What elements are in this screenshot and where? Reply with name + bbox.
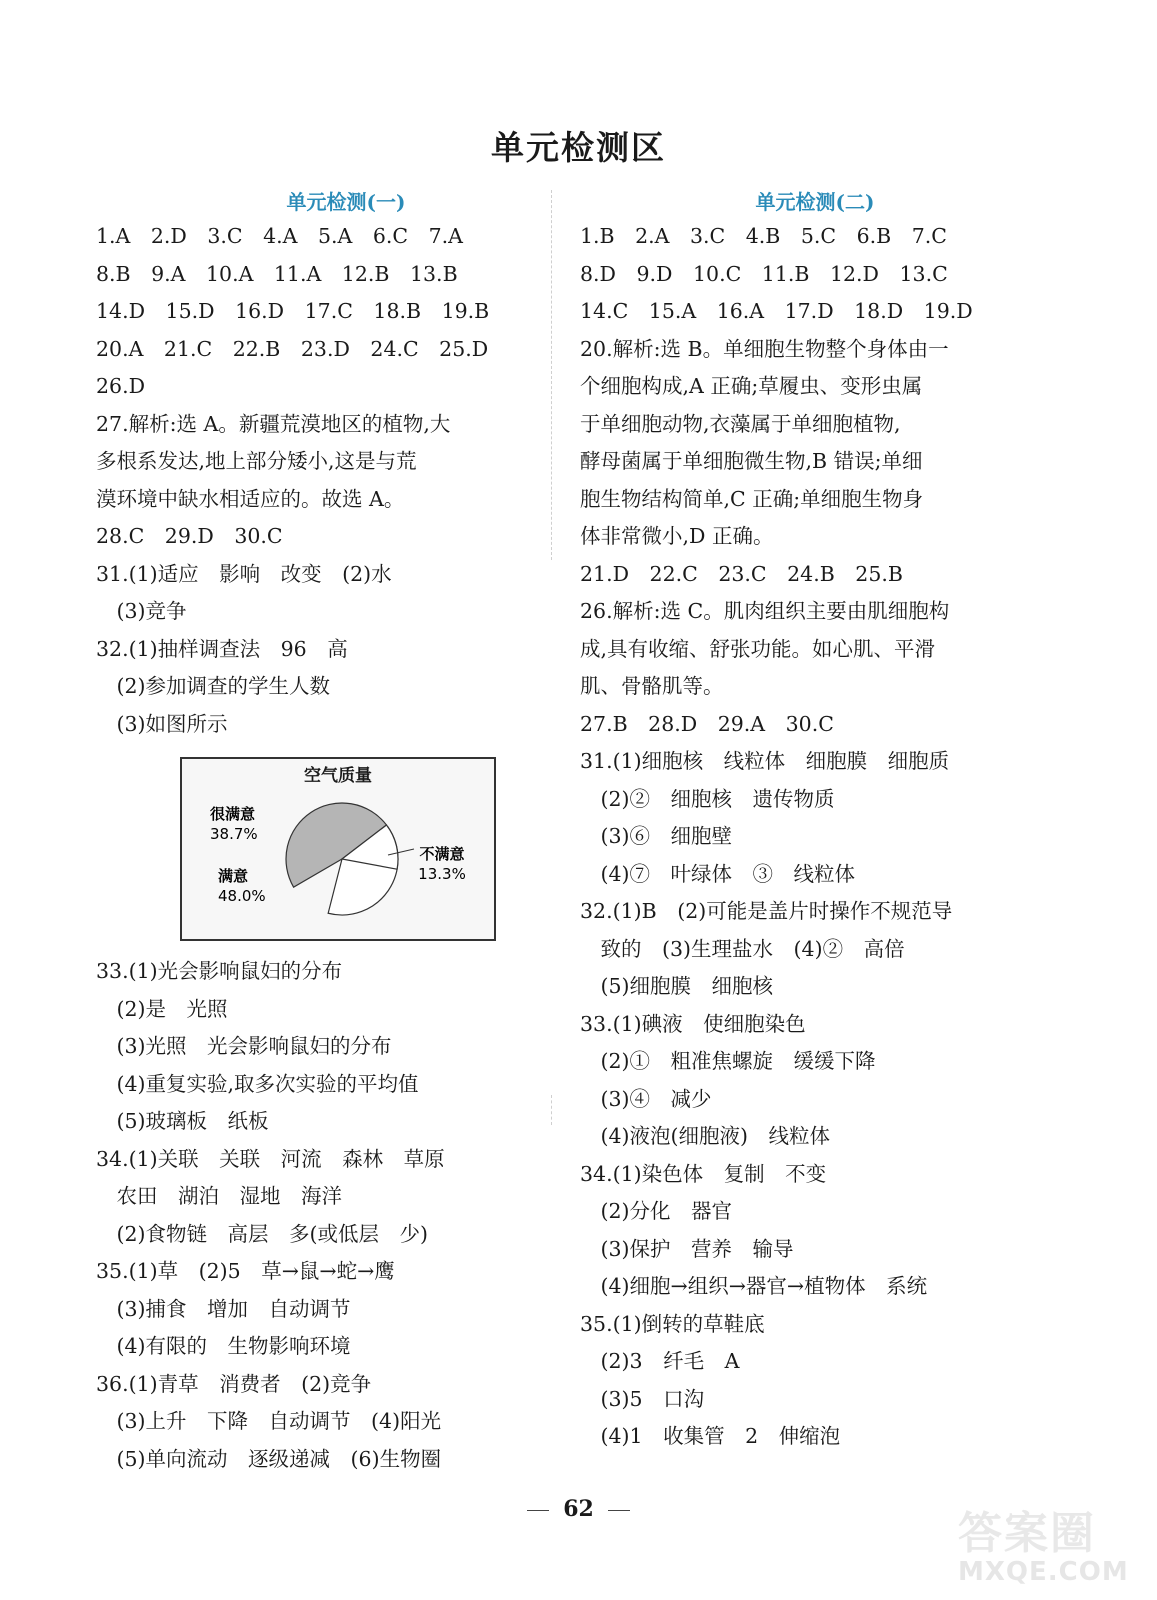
answer-line: 1.A 2.D 3.C 4.A 5.A 6.C 7.A xyxy=(96,224,463,248)
answer-line: 胞生物结构简单,C 正确;单细胞生物身 xyxy=(580,486,924,511)
answer-line: (3)保护 营养 输导 xyxy=(580,1236,794,1261)
answer-line: 体非常微小,D 正确。 xyxy=(580,524,774,548)
answer-line: 酵母菌属于单细胞微生物,B 错误;单细 xyxy=(580,449,923,473)
left-column xyxy=(96,186,556,1478)
answer-line: (2)① 粗准焦螺旋 缓缓下降 xyxy=(580,1049,876,1073)
watermark-logo: 答案圈 xyxy=(958,1508,1096,1559)
section-title-unit-2: 单元检测(二) xyxy=(755,190,875,214)
answer-line: 成,具有收缩、舒张功能。如心肌、平滑 xyxy=(580,636,936,661)
pie-slice-value: 13.3% xyxy=(418,865,466,883)
answer-line: 个细胞构成,A 正确;草履虫、变形虫属 xyxy=(580,374,923,398)
section-title-unit-1: 单元检测(一) xyxy=(286,190,406,214)
answer-line: (2)② 细胞核 遗传物质 xyxy=(580,786,835,811)
answer-line: 32.(1)抽样调查法 96 高 xyxy=(96,636,348,661)
answer-line: 8.B 9.A 10.A 11.A 12.B 13.B xyxy=(96,261,458,286)
answer-line: 35.(1)倒转的草鞋底 xyxy=(580,1311,765,1336)
answer-line: (5)单向流动 逐级递减 (6)生物圈 xyxy=(96,1446,442,1471)
pie-chart xyxy=(180,757,496,941)
answer-line: 21.D 22.C 23.C 24.B 25.B xyxy=(580,561,903,586)
right-column xyxy=(580,186,1050,1456)
answer-line: 31.(1)细胞核 线粒体 细胞膜 细胞质 xyxy=(580,749,950,773)
answer-line: (4)有限的 生物影响环境 xyxy=(96,1334,351,1358)
answer-line: 34.(1)关联 关联 河流 森林 草原 xyxy=(96,1146,445,1171)
answer-line: 35.(1)草 (2)5 草→鼠→蛇→鹰 xyxy=(96,1259,395,1283)
answer-line: 8.D 9.D 10.C 11.B 12.D 13.C xyxy=(580,261,948,286)
watermark xyxy=(958,1510,1128,1590)
answer-line: (4)液泡(细胞液) 线粒体 xyxy=(580,1124,831,1148)
answer-line: (4)重复实验,取多次实验的平均值 xyxy=(96,1071,419,1096)
answer-line: (2)3 纤毛 A xyxy=(580,1349,740,1373)
chart-title: 空气质量 xyxy=(304,766,372,786)
answer-line: 肌、骨骼肌等。 xyxy=(580,674,724,698)
answer-line: (2)分化 器官 xyxy=(580,1199,733,1223)
answer-line: 33.(1)碘液 使细胞染色 xyxy=(580,1011,806,1036)
answer-line: (2)食物链 高层 多(或低层 少) xyxy=(96,1221,429,1246)
answer-line: 26.解析:选 C。肌肉组织主要由肌细胞构 xyxy=(580,599,950,623)
pie-slice-label: 很满意 xyxy=(210,805,256,823)
answer-line: (2)参加调查的学生人数 xyxy=(96,674,331,698)
answer-line: 20.A 21.C 22.B 23.D 24.C 25.D xyxy=(96,336,489,361)
answer-line: 致的 (3)生理盐水 (4)② 高倍 xyxy=(580,936,905,961)
answer-line: (3)捕食 增加 自动调节 xyxy=(96,1296,351,1321)
answer-line: (4)1 收集管 2 伸缩泡 xyxy=(580,1424,841,1448)
answer-line: 多根系发达,地上部分矮小,这是与荒 xyxy=(96,449,417,473)
answer-line: (4)⑦ 叶绿体 ③ 线粒体 xyxy=(580,861,856,886)
answer-line: 27.解析:选 A。新疆荒漠地区的植物,大 xyxy=(96,411,451,436)
page-number: 62 xyxy=(563,1496,594,1522)
answer-line: (2)是 光照 xyxy=(96,996,228,1021)
answer-line: 27.B 28.D 29.A 30.C xyxy=(580,711,834,736)
left-answers-bottom xyxy=(96,953,556,1478)
watermark-url: MXQE.COM xyxy=(958,1557,1129,1587)
footer-dash-right xyxy=(608,1510,630,1511)
answer-line: (3)⑥ 细胞壁 xyxy=(580,824,733,848)
answer-line: 32.(1)B (2)可能是盖片时操作不规范导 xyxy=(580,899,953,923)
page-title: 单元检测区 xyxy=(491,128,666,167)
answer-line: (3)5 口沟 xyxy=(580,1386,705,1411)
answer-line: 漠环境中缺水相适应的。故选 A。 xyxy=(96,486,405,511)
pie-slice-label: 不满意 xyxy=(419,845,465,863)
answer-line: (5)玻璃板 纸板 xyxy=(96,1109,269,1133)
pie-chart-svg xyxy=(182,759,494,939)
pie-slice-value: 48.0% xyxy=(218,887,266,905)
answer-line: (4)细胞→组织→器官→植物体 系统 xyxy=(580,1274,928,1298)
answer-line: (3)如图所示 xyxy=(96,711,228,736)
answer-line: 31.(1)适应 影响 改变 (2)水 xyxy=(96,561,392,586)
answer-line: 14.C 15.A 16.A 17.D 18.D 19.D xyxy=(580,299,973,323)
answer-line: 14.D 15.D 16.D 17.C 18.B 19.B xyxy=(96,299,490,323)
answer-line: 34.(1)染色体 复制 不变 xyxy=(580,1161,827,1186)
answer-line: 28.C 29.D 30.C xyxy=(96,524,283,548)
answer-line: 1.B 2.A 3.C 4.B 5.C 6.B 7.C xyxy=(580,224,947,248)
pie-slice-value: 38.7% xyxy=(210,825,258,843)
answer-line: 36.(1)青草 消费者 (2)竞争 xyxy=(96,1371,372,1396)
answer-line: (3)④ 减少 xyxy=(580,1086,712,1111)
answer-line: 于单细胞动物,衣藻属于单细胞植物, xyxy=(580,411,901,436)
answer-line: (3)光照 光会影响鼠妇的分布 xyxy=(96,1034,392,1058)
answer-line: (3)上升 下降 自动调节 (4)阳光 xyxy=(96,1409,442,1433)
right-answers xyxy=(580,218,1050,1456)
answer-line: 33.(1)光会影响鼠妇的分布 xyxy=(96,959,343,983)
answer-line: (3)竞争 xyxy=(96,599,187,623)
answer-line: 26.D xyxy=(96,374,146,398)
pie-slice-label: 满意 xyxy=(218,867,249,885)
left-answers-top xyxy=(96,218,556,743)
answer-line: (5)细胞膜 细胞核 xyxy=(580,974,774,998)
answer-line: 20.解析:选 B。单细胞生物整个身体由一 xyxy=(580,336,949,361)
answer-line: 农田 湖泊 湿地 海洋 xyxy=(96,1184,342,1208)
footer-dash-left xyxy=(527,1510,549,1511)
